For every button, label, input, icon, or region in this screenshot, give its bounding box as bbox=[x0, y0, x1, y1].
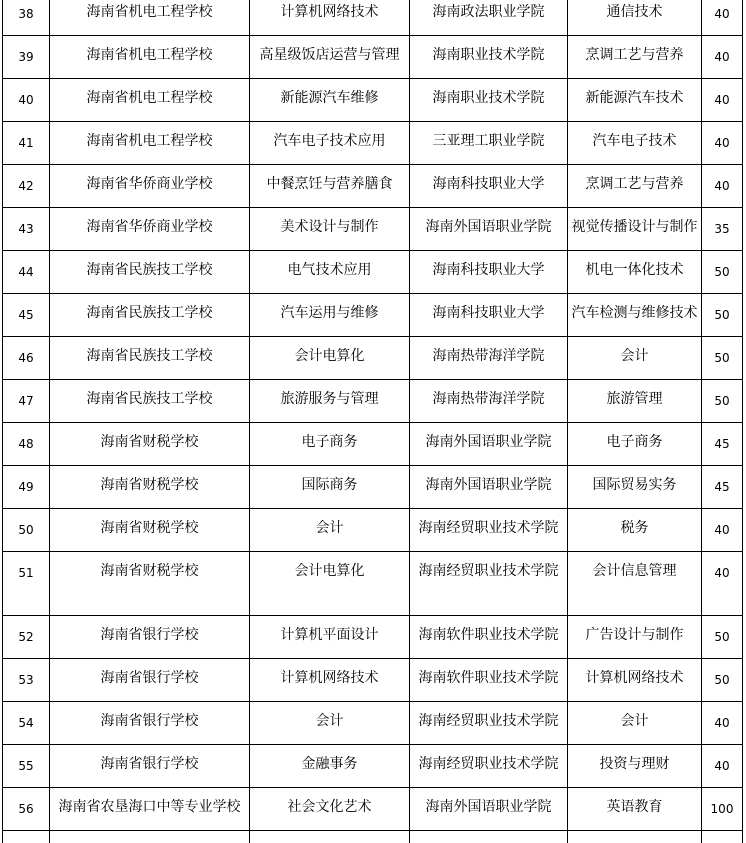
secondary-major: 计算机网络技术 bbox=[280, 670, 379, 686]
higher-college-name: 海南科技职业大学 bbox=[432, 305, 545, 321]
higher-college-name-cell bbox=[410, 423, 568, 466]
enrollment-quota: 40 bbox=[714, 93, 730, 107]
secondary-major-cell bbox=[250, 509, 410, 552]
higher-college-name-cell bbox=[410, 251, 568, 294]
secondary-major: 旅游服务与管理 bbox=[280, 391, 379, 407]
enrollment-quota-cell bbox=[702, 294, 743, 337]
higher-major: 电子商务 bbox=[606, 434, 663, 450]
higher-major-cell bbox=[568, 745, 702, 788]
secondary-major-cell bbox=[250, 552, 410, 616]
higher-college-name-cell bbox=[410, 79, 568, 122]
higher-major: 税务 bbox=[620, 520, 649, 536]
enrollment-quota-cell bbox=[702, 337, 743, 380]
secondary-school-name: 海南省华侨商业学校 bbox=[86, 219, 213, 235]
enrollment-quota-cell bbox=[702, 509, 743, 552]
row-number: 45 bbox=[18, 308, 34, 322]
row-number-cell bbox=[3, 616, 50, 659]
row-number-cell bbox=[3, 0, 50, 36]
secondary-school-name-cell bbox=[50, 0, 250, 36]
secondary-major: 会计电算化 bbox=[294, 563, 365, 579]
secondary-major-cell bbox=[250, 79, 410, 122]
higher-college-name-cell bbox=[410, 745, 568, 788]
secondary-school-name-cell bbox=[50, 702, 250, 745]
secondary-major: 中餐烹饪与营养膳食 bbox=[266, 176, 393, 192]
higher-college-name-cell bbox=[410, 616, 568, 659]
secondary-school-name-cell bbox=[50, 616, 250, 659]
secondary-school-name: 海南省华侨商业学校 bbox=[86, 176, 213, 192]
higher-college-name: 海南经贸职业技术学院 bbox=[418, 563, 559, 579]
enrollment-quota-cell bbox=[702, 79, 743, 122]
secondary-school-name: 海南省银行学校 bbox=[100, 756, 199, 772]
table-body bbox=[3, 0, 743, 843]
higher-major-cell bbox=[568, 165, 702, 208]
secondary-major: 会计 bbox=[315, 520, 344, 536]
secondary-school-name: 海南省财税学校 bbox=[100, 563, 199, 579]
enrollment-quota-cell bbox=[702, 423, 743, 466]
higher-college-name-cell bbox=[410, 466, 568, 509]
row-number-cell bbox=[3, 165, 50, 208]
table-row bbox=[3, 423, 743, 466]
higher-college-name: 海南科技职业大学 bbox=[432, 176, 545, 192]
secondary-major: 汽车电子技术应用 bbox=[273, 133, 386, 149]
higher-major: 英语教育 bbox=[606, 799, 663, 815]
row-number-cell bbox=[3, 294, 50, 337]
secondary-major: 国际商务 bbox=[301, 477, 358, 493]
higher-college-name: 海南热带海洋学院 bbox=[432, 391, 545, 407]
row-number: 40 bbox=[18, 93, 34, 107]
secondary-school-name-cell bbox=[50, 251, 250, 294]
secondary-major-cell bbox=[250, 36, 410, 79]
secondary-major-cell bbox=[250, 702, 410, 745]
higher-college-name-cell bbox=[410, 208, 568, 251]
row-number: 56 bbox=[18, 802, 34, 816]
enrollment-quota: 40 bbox=[714, 179, 730, 193]
higher-major-cell bbox=[568, 251, 702, 294]
secondary-school-name: 海南省机电工程学校 bbox=[86, 90, 213, 106]
higher-college-name-cell bbox=[410, 380, 568, 423]
secondary-school-name-cell bbox=[50, 745, 250, 788]
enrollment-quota-cell bbox=[702, 745, 743, 788]
secondary-school-name-cell bbox=[50, 294, 250, 337]
secondary-school-name: 海南省机电工程学校 bbox=[86, 4, 213, 20]
row-number: 39 bbox=[18, 50, 34, 64]
higher-college-name: 海南职业技术学院 bbox=[432, 47, 545, 63]
row-number-cell bbox=[3, 552, 50, 616]
secondary-major-cell bbox=[250, 122, 410, 165]
secondary-major-cell bbox=[250, 165, 410, 208]
higher-major: 计算机网络技术 bbox=[585, 670, 684, 686]
table-row bbox=[3, 294, 743, 337]
higher-college-name-cell bbox=[410, 788, 568, 831]
higher-major-cell bbox=[568, 380, 702, 423]
secondary-school-name: 海南省民族技工学校 bbox=[86, 348, 213, 364]
row-number-cell bbox=[3, 788, 50, 831]
secondary-major-cell bbox=[250, 294, 410, 337]
row-number: 44 bbox=[18, 265, 34, 279]
secondary-major: 高星级饭店运营与管理 bbox=[259, 47, 400, 63]
higher-major: 新能源汽车技术 bbox=[585, 90, 684, 106]
row-number: 46 bbox=[18, 351, 34, 365]
higher-major: 汽车检测与维修技术 bbox=[571, 305, 698, 321]
enrollment-quota-cell bbox=[702, 208, 743, 251]
enrollment-quota: 45 bbox=[714, 437, 730, 451]
secondary-major: 电子商务 bbox=[301, 434, 358, 450]
secondary-school-name-cell bbox=[50, 380, 250, 423]
enrollment-quota-cell bbox=[702, 0, 743, 36]
row-number-cell bbox=[3, 251, 50, 294]
higher-major: 旅游管理 bbox=[606, 391, 663, 407]
secondary-school-name-cell bbox=[50, 165, 250, 208]
higher-college-name: 海南软件职业技术学院 bbox=[418, 627, 559, 643]
higher-college-name: 三亚理工职业学院 bbox=[432, 133, 545, 149]
enrollment-quota-cell bbox=[702, 552, 743, 616]
higher-major: 会计 bbox=[620, 713, 649, 729]
enrollment-quota: 50 bbox=[714, 265, 730, 279]
enrollment-quota: 40 bbox=[714, 136, 730, 150]
table-row bbox=[3, 788, 743, 831]
secondary-major-cell bbox=[250, 745, 410, 788]
empty-cell bbox=[568, 831, 702, 843]
higher-major-cell bbox=[568, 702, 702, 745]
secondary-school-name: 海南省机电工程学校 bbox=[86, 47, 213, 63]
secondary-school-name-cell bbox=[50, 79, 250, 122]
row-number-cell bbox=[3, 745, 50, 788]
secondary-school-name-cell bbox=[50, 466, 250, 509]
higher-major-cell bbox=[568, 509, 702, 552]
higher-college-name: 海南外国语职业学院 bbox=[425, 434, 552, 450]
secondary-major-cell bbox=[250, 380, 410, 423]
secondary-school-name: 海南省财税学校 bbox=[100, 520, 199, 536]
higher-college-name: 海南软件职业技术学院 bbox=[418, 670, 559, 686]
higher-major-cell bbox=[568, 208, 702, 251]
higher-college-name: 海南经贸职业技术学院 bbox=[418, 520, 559, 536]
higher-major: 投资与理财 bbox=[599, 756, 670, 772]
table-row bbox=[3, 552, 743, 616]
higher-college-name-cell bbox=[410, 552, 568, 616]
enrollment-quota: 50 bbox=[714, 308, 730, 322]
row-number: 53 bbox=[18, 673, 34, 687]
higher-major: 会计 bbox=[620, 348, 649, 364]
enrollment-quota-cell bbox=[702, 380, 743, 423]
higher-college-name: 海南经贸职业技术学院 bbox=[418, 713, 559, 729]
enrollment-quota-cell bbox=[702, 659, 743, 702]
secondary-school-name: 海南省机电工程学校 bbox=[86, 133, 213, 149]
table-row bbox=[3, 466, 743, 509]
higher-major-cell bbox=[568, 659, 702, 702]
higher-college-name: 海南政法职业学院 bbox=[432, 4, 545, 20]
secondary-major: 金融事务 bbox=[301, 756, 358, 772]
enrollment-quota: 35 bbox=[714, 222, 730, 236]
enrollment-quota: 50 bbox=[714, 630, 730, 644]
enrollment-quota: 50 bbox=[714, 351, 730, 365]
secondary-major-cell bbox=[250, 208, 410, 251]
enrollment-quota: 45 bbox=[714, 480, 730, 494]
higher-college-name: 海南外国语职业学院 bbox=[425, 219, 552, 235]
row-number-cell bbox=[3, 702, 50, 745]
higher-major: 烹调工艺与营养 bbox=[585, 47, 684, 63]
higher-major: 烹调工艺与营养 bbox=[585, 176, 684, 192]
secondary-school-name-cell bbox=[50, 337, 250, 380]
higher-college-name: 海南职业技术学院 bbox=[432, 90, 545, 106]
secondary-school-name-cell bbox=[50, 122, 250, 165]
row-number: 47 bbox=[18, 394, 34, 408]
secondary-major: 会计 bbox=[315, 713, 344, 729]
secondary-major: 计算机平面设计 bbox=[280, 627, 379, 643]
higher-major-cell bbox=[568, 36, 702, 79]
secondary-school-name-cell bbox=[50, 552, 250, 616]
enrollment-quota-cell bbox=[702, 36, 743, 79]
enrollment-quota-cell bbox=[702, 122, 743, 165]
higher-major: 广告设计与制作 bbox=[585, 627, 684, 643]
table-row bbox=[3, 509, 743, 552]
enrollment-quota: 40 bbox=[714, 7, 730, 21]
enrollment-quota-cell bbox=[702, 165, 743, 208]
secondary-major: 电气技术应用 bbox=[287, 262, 372, 278]
secondary-major-cell bbox=[250, 337, 410, 380]
higher-college-name: 海南外国语职业学院 bbox=[425, 477, 552, 493]
empty-cell bbox=[702, 831, 743, 843]
enrollment-quota: 50 bbox=[714, 673, 730, 687]
enrollment-quota: 40 bbox=[714, 716, 730, 730]
higher-college-name-cell bbox=[410, 0, 568, 36]
row-number: 54 bbox=[18, 716, 34, 730]
secondary-school-name: 海南省银行学校 bbox=[100, 713, 199, 729]
secondary-school-name-cell bbox=[50, 423, 250, 466]
higher-college-name-cell bbox=[410, 294, 568, 337]
higher-major-cell bbox=[568, 79, 702, 122]
secondary-major-cell bbox=[250, 423, 410, 466]
row-number: 41 bbox=[18, 136, 34, 150]
higher-major: 汽车电子技术 bbox=[592, 133, 677, 149]
empty-cell bbox=[250, 831, 410, 843]
higher-college-name-cell bbox=[410, 337, 568, 380]
higher-major-cell bbox=[568, 466, 702, 509]
secondary-major: 美术设计与制作 bbox=[280, 219, 379, 235]
higher-major-cell bbox=[568, 616, 702, 659]
secondary-major: 社会文化艺术 bbox=[287, 799, 372, 815]
secondary-major-cell bbox=[250, 251, 410, 294]
secondary-school-name: 海南省民族技工学校 bbox=[86, 391, 213, 407]
row-number: 48 bbox=[18, 437, 34, 451]
enrollment-quota-cell bbox=[702, 466, 743, 509]
higher-major: 通信技术 bbox=[606, 4, 663, 20]
higher-major-cell bbox=[568, 294, 702, 337]
secondary-school-name-cell bbox=[50, 36, 250, 79]
secondary-major: 汽车运用与维修 bbox=[280, 305, 379, 321]
higher-college-name: 海南外国语职业学院 bbox=[425, 799, 552, 815]
higher-major-cell bbox=[568, 423, 702, 466]
enrollment-quota: 50 bbox=[714, 394, 730, 408]
row-number: 51 bbox=[18, 566, 34, 580]
enrollment-quota-cell bbox=[702, 251, 743, 294]
higher-college-name: 海南经贸职业技术学院 bbox=[418, 756, 559, 772]
row-number: 38 bbox=[18, 7, 34, 21]
enrollment-quota-cell bbox=[702, 702, 743, 745]
row-number: 52 bbox=[18, 630, 34, 644]
secondary-school-name: 海南省银行学校 bbox=[100, 627, 199, 643]
higher-major: 国际贸易实务 bbox=[592, 477, 677, 493]
higher-major: 会计信息管理 bbox=[592, 563, 677, 579]
row-number-cell bbox=[3, 122, 50, 165]
enrollment-quota: 40 bbox=[714, 759, 730, 773]
table-row bbox=[3, 36, 743, 79]
higher-major-cell bbox=[568, 337, 702, 380]
table-row bbox=[3, 79, 743, 122]
row-number-cell bbox=[3, 509, 50, 552]
table-row bbox=[3, 337, 743, 380]
secondary-school-name: 海南省农垦海口中等专业学校 bbox=[58, 799, 241, 815]
secondary-major-cell bbox=[250, 788, 410, 831]
higher-college-name-cell bbox=[410, 509, 568, 552]
enrollment-quota: 40 bbox=[714, 523, 730, 537]
row-number: 55 bbox=[18, 759, 34, 773]
secondary-school-name-cell bbox=[50, 788, 250, 831]
table-row bbox=[3, 165, 743, 208]
higher-major: 视觉传播设计与制作 bbox=[571, 219, 698, 235]
enrollment-quota-cell bbox=[702, 616, 743, 659]
higher-major-cell bbox=[568, 552, 702, 616]
secondary-school-name: 海南省财税学校 bbox=[100, 477, 199, 493]
enrollment-quota-cell bbox=[702, 788, 743, 831]
secondary-school-name: 海南省银行学校 bbox=[100, 670, 199, 686]
higher-major-cell bbox=[568, 788, 702, 831]
secondary-major-cell bbox=[250, 616, 410, 659]
row-number-cell bbox=[3, 466, 50, 509]
empty-cell bbox=[3, 831, 50, 843]
higher-college-name: 海南热带海洋学院 bbox=[432, 348, 545, 364]
enrollment-quota: 100 bbox=[710, 802, 734, 816]
row-number-cell bbox=[3, 380, 50, 423]
table-row bbox=[3, 702, 743, 745]
secondary-major-cell bbox=[250, 0, 410, 36]
row-number: 42 bbox=[18, 179, 34, 193]
higher-major-cell bbox=[568, 0, 702, 36]
higher-college-name-cell bbox=[410, 702, 568, 745]
table-row bbox=[3, 616, 743, 659]
row-number: 50 bbox=[18, 523, 34, 537]
secondary-school-name-cell bbox=[50, 509, 250, 552]
table-row bbox=[3, 251, 743, 294]
secondary-major-cell bbox=[250, 659, 410, 702]
table-row bbox=[3, 122, 743, 165]
table-row bbox=[3, 0, 743, 36]
table-row bbox=[3, 745, 743, 788]
secondary-school-name: 海南省民族技工学校 bbox=[86, 305, 213, 321]
empty-cell bbox=[410, 831, 568, 843]
higher-college-name: 海南科技职业大学 bbox=[432, 262, 545, 278]
row-number-cell bbox=[3, 659, 50, 702]
empty-cell bbox=[50, 831, 250, 843]
secondary-major-cell bbox=[250, 466, 410, 509]
enrollment-quota: 40 bbox=[714, 50, 730, 64]
higher-college-name-cell bbox=[410, 165, 568, 208]
higher-college-name-cell bbox=[410, 36, 568, 79]
row-number: 43 bbox=[18, 222, 34, 236]
enrollment-table bbox=[2, 0, 743, 843]
row-number-cell bbox=[3, 208, 50, 251]
secondary-school-name: 海南省财税学校 bbox=[100, 434, 199, 450]
secondary-school-name-cell bbox=[50, 208, 250, 251]
secondary-school-name-cell bbox=[50, 659, 250, 702]
secondary-major: 会计电算化 bbox=[294, 348, 365, 364]
secondary-major: 新能源汽车维修 bbox=[280, 90, 379, 106]
secondary-major: 计算机网络技术 bbox=[280, 4, 379, 20]
enrollment-quota: 40 bbox=[714, 566, 730, 580]
table-row-cutoff bbox=[3, 831, 743, 843]
table-row bbox=[3, 208, 743, 251]
higher-college-name-cell bbox=[410, 659, 568, 702]
row-number-cell bbox=[3, 337, 50, 380]
higher-major-cell bbox=[568, 122, 702, 165]
table-row bbox=[3, 380, 743, 423]
higher-college-name-cell bbox=[410, 122, 568, 165]
row-number-cell bbox=[3, 79, 50, 122]
row-number: 49 bbox=[18, 480, 34, 494]
higher-major: 机电一体化技术 bbox=[585, 262, 684, 278]
row-number-cell bbox=[3, 423, 50, 466]
secondary-school-name: 海南省民族技工学校 bbox=[86, 262, 213, 278]
table-row bbox=[3, 659, 743, 702]
row-number-cell bbox=[3, 36, 50, 79]
